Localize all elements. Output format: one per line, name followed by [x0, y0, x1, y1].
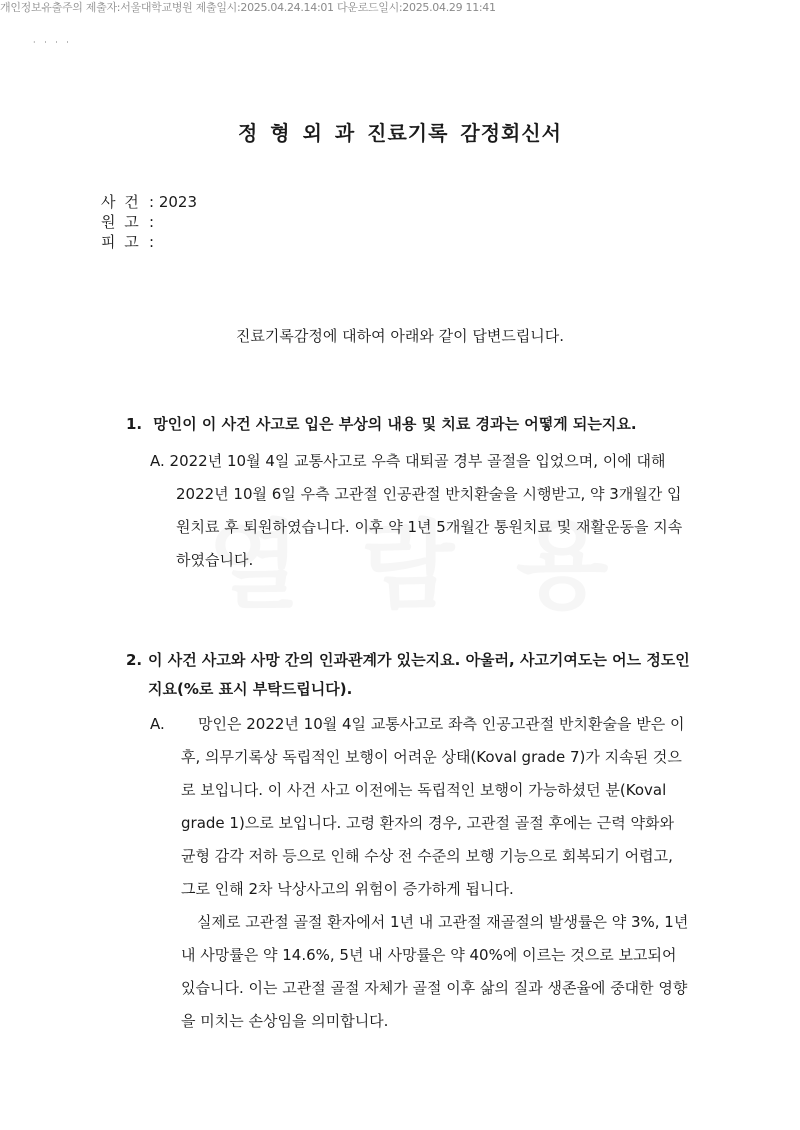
- case-field-case: [101, 192, 197, 212]
- scan-mark: · · · ·: [33, 38, 72, 47]
- answer-line-text: 망인은 2022년 10월 4일 교통사고로 좌측 인공고관절 반치환술을 받은 이: [198, 715, 685, 733]
- answer-line: [150, 445, 682, 478]
- answer-marker: A.: [150, 715, 165, 733]
- case-field-plaintiff: [101, 212, 197, 232]
- answer-line: 원치료 후 퇴원하였습니다. 이후 약 1년 5개월간 통원치료 및 재활운동을 지속: [176, 518, 683, 536]
- answer-line: 있습니다. 이는 고관절 골절 자체가 골절 이후 삶의 질과 생존율에 중대한 영향: [181, 979, 688, 997]
- case-field-value: :: [149, 213, 155, 231]
- case-field-label: 사 건: [101, 193, 141, 211]
- question-line: 지요(%로 표시 부탁드립니다).: [148, 680, 353, 698]
- answer-1: [150, 445, 682, 577]
- answer-line: grade 1)으로 보입니다. 고령 환자의 경우, 고관절 골절 후에는 근력 약화와: [181, 814, 674, 832]
- answer-line: 후, 의무기록상 독립적인 보행이 어려운 상태(Koval grade 7)가 지속된 것으: [181, 748, 682, 766]
- question-line: [126, 646, 690, 675]
- answer-line: [150, 708, 688, 741]
- case-field-value: : 2023: [149, 193, 197, 211]
- answer-line: 을 미치는 손상임을 의미합니다.: [181, 1012, 389, 1030]
- case-fields: [101, 192, 197, 252]
- question-1: [126, 410, 637, 439]
- question-text: 이 사건 사고와 사망 간의 인과관계가 있는지요. 아울러, 사고기여도는 어느 정도인: [148, 651, 690, 669]
- answer-2: [150, 708, 688, 1038]
- answer-line: 하였습니다.: [176, 551, 254, 569]
- question-number: 2.: [126, 651, 143, 669]
- case-field-label: 피 고: [101, 233, 141, 251]
- answer-marker: A.: [150, 452, 165, 470]
- answer-line: 그로 인해 2차 낙상사고의 위험이 증가하게 됩니다.: [181, 880, 514, 898]
- case-field-value: :: [149, 233, 155, 251]
- answer-line: 내 사망률은 약 14.6%, 5년 내 사망률은 약 40%에 이르는 것으로 보고되어: [181, 946, 677, 964]
- intro-text: 진료기록감정에 대하여 아래와 같이 답변드립니다.: [235, 327, 565, 345]
- question-2: [126, 646, 690, 704]
- answer-line: 로 보입니다. 이 사건 사고 이전에는 독립적인 보행이 가능하셨던 분(Koval: [181, 781, 667, 799]
- case-field-label: 원 고: [101, 213, 141, 231]
- document-title: 정 형 외 과 진료기록 감정회신서: [238, 121, 562, 145]
- answer-line-text: 2022년 10월 4일 교통사고로 우측 대퇴골 경부 골절을 입었으며, 이에 대해: [169, 452, 666, 470]
- download-notice: 개인정보유출주의 제출자:서울대학교병원 제출일시:2025.04.24.14:01 다운로드일시:2025.04.29 11:41: [0, 1, 496, 14]
- case-field-defendant: [101, 232, 197, 252]
- answer-line: 실제로 고관절 골절 환자에서 1년 내 고관절 재골절의 발생률은 약 3%, 1년: [197, 913, 689, 931]
- question-text: 망인이 이 사건 사고로 입은 부상의 내용 및 치료 경과는 어떻게 되는지요.: [153, 415, 637, 433]
- answer-line: 2022년 10월 6일 우측 고관절 인공관절 반치환술을 시행받고, 약 3개월간 입: [176, 485, 682, 503]
- answer-line: 균형 감각 저하 등으로 인해 수상 전 수준의 보행 기능으로 회복되기 어렵고,: [181, 847, 673, 865]
- question-number: 1.: [126, 415, 143, 433]
